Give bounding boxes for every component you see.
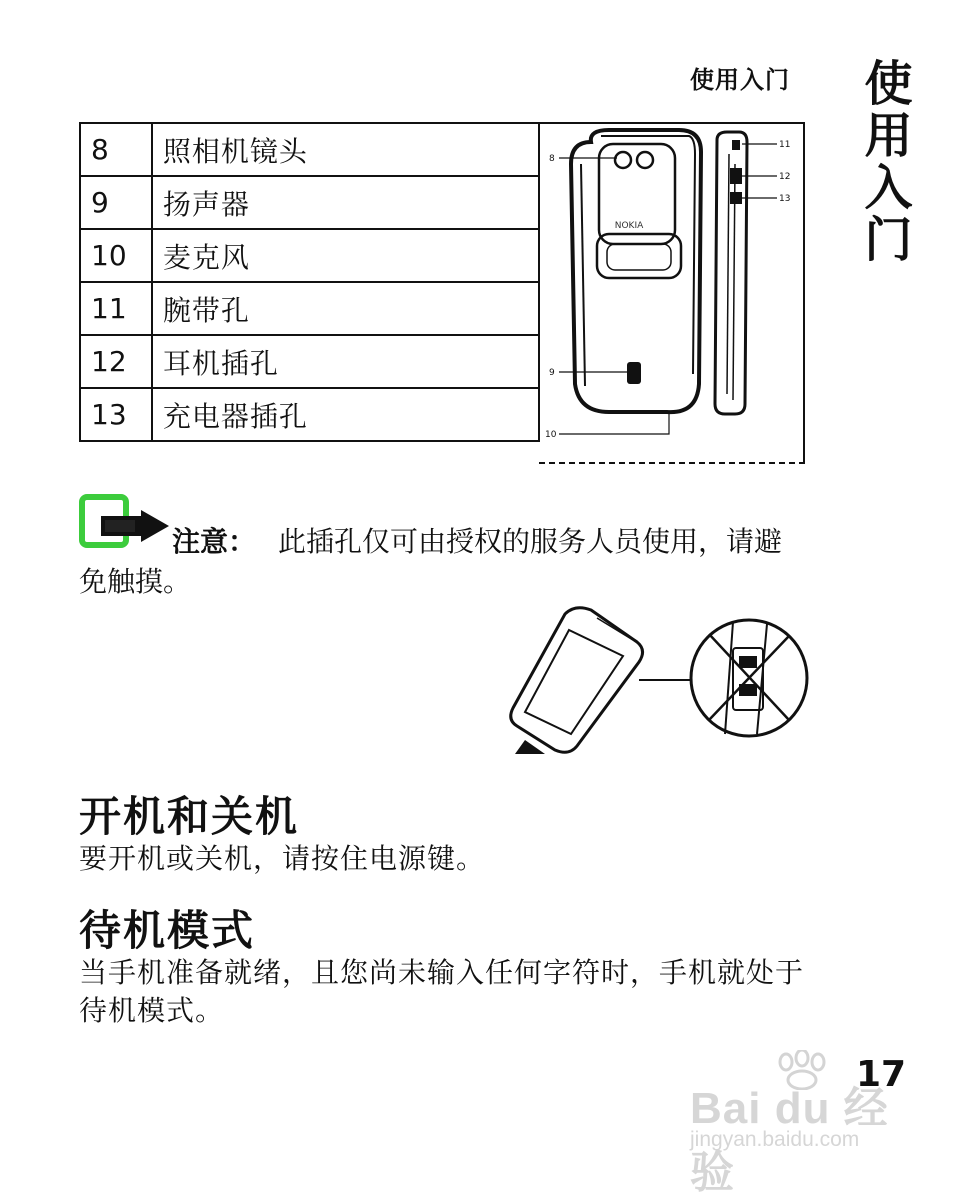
note-label: 注意： (172, 525, 257, 558)
part-name: 照相机镜头 (152, 123, 539, 176)
part-number: 13 (80, 388, 152, 441)
callout-label: 8 (549, 154, 555, 164)
table-row (80, 229, 539, 282)
parts-table (79, 122, 540, 442)
part-name: 扬声器 (152, 176, 539, 229)
part-name: 耳机插孔 (152, 335, 539, 388)
side-tab: 使用入门 (856, 58, 912, 266)
callout-label: 13 (779, 194, 791, 204)
connector-warning-illustration (505, 602, 810, 754)
phone-back-illustration (539, 124, 805, 466)
section-title: 待机模式 (79, 906, 256, 955)
note-body: 此插孔仅可由授权的服务人员使用，请避免触摸。 (79, 525, 783, 598)
part-number: 12 (80, 335, 152, 388)
table-row (80, 335, 539, 388)
header-title: 使用入门 (690, 66, 790, 94)
speaker-grille (627, 362, 641, 384)
watermark-url: jingyan.baidu.com (690, 1128, 860, 1151)
headset-jack (730, 168, 742, 184)
section-body: 要开机或关机，请按住电源键。 (79, 842, 486, 875)
section-title: 开机和关机 (79, 792, 300, 841)
callout-label: 11 (779, 140, 791, 150)
part-number: 8 (80, 123, 152, 176)
part-number: 10 (80, 229, 152, 282)
note-paragraph (79, 522, 809, 602)
callout-label: 9 (549, 368, 555, 378)
watermark-logo: Bai du 经验 (690, 1084, 889, 1197)
part-number: 9 (80, 176, 152, 229)
callout-label: 12 (779, 172, 791, 182)
part-name: 麦克风 (152, 229, 539, 282)
part-name: 腕带孔 (152, 282, 539, 335)
part-name: 充电器插孔 (152, 388, 539, 441)
wrist-strap-hole (732, 140, 740, 150)
phone-back-diagram (539, 122, 805, 464)
callout-label: 10 (545, 430, 557, 440)
page-number: 17 (856, 1054, 907, 1095)
table-row (80, 123, 539, 176)
diagram-logo-text: NOKIA (614, 221, 644, 231)
charger-jack (730, 192, 742, 204)
table-row (80, 176, 539, 229)
part-number: 11 (80, 282, 152, 335)
table-row (80, 388, 539, 441)
section-body: 当手机准备就绪，且您尚未输入任何字符时，手机就处于待机模式。 (79, 956, 805, 1027)
table-row (80, 282, 539, 335)
